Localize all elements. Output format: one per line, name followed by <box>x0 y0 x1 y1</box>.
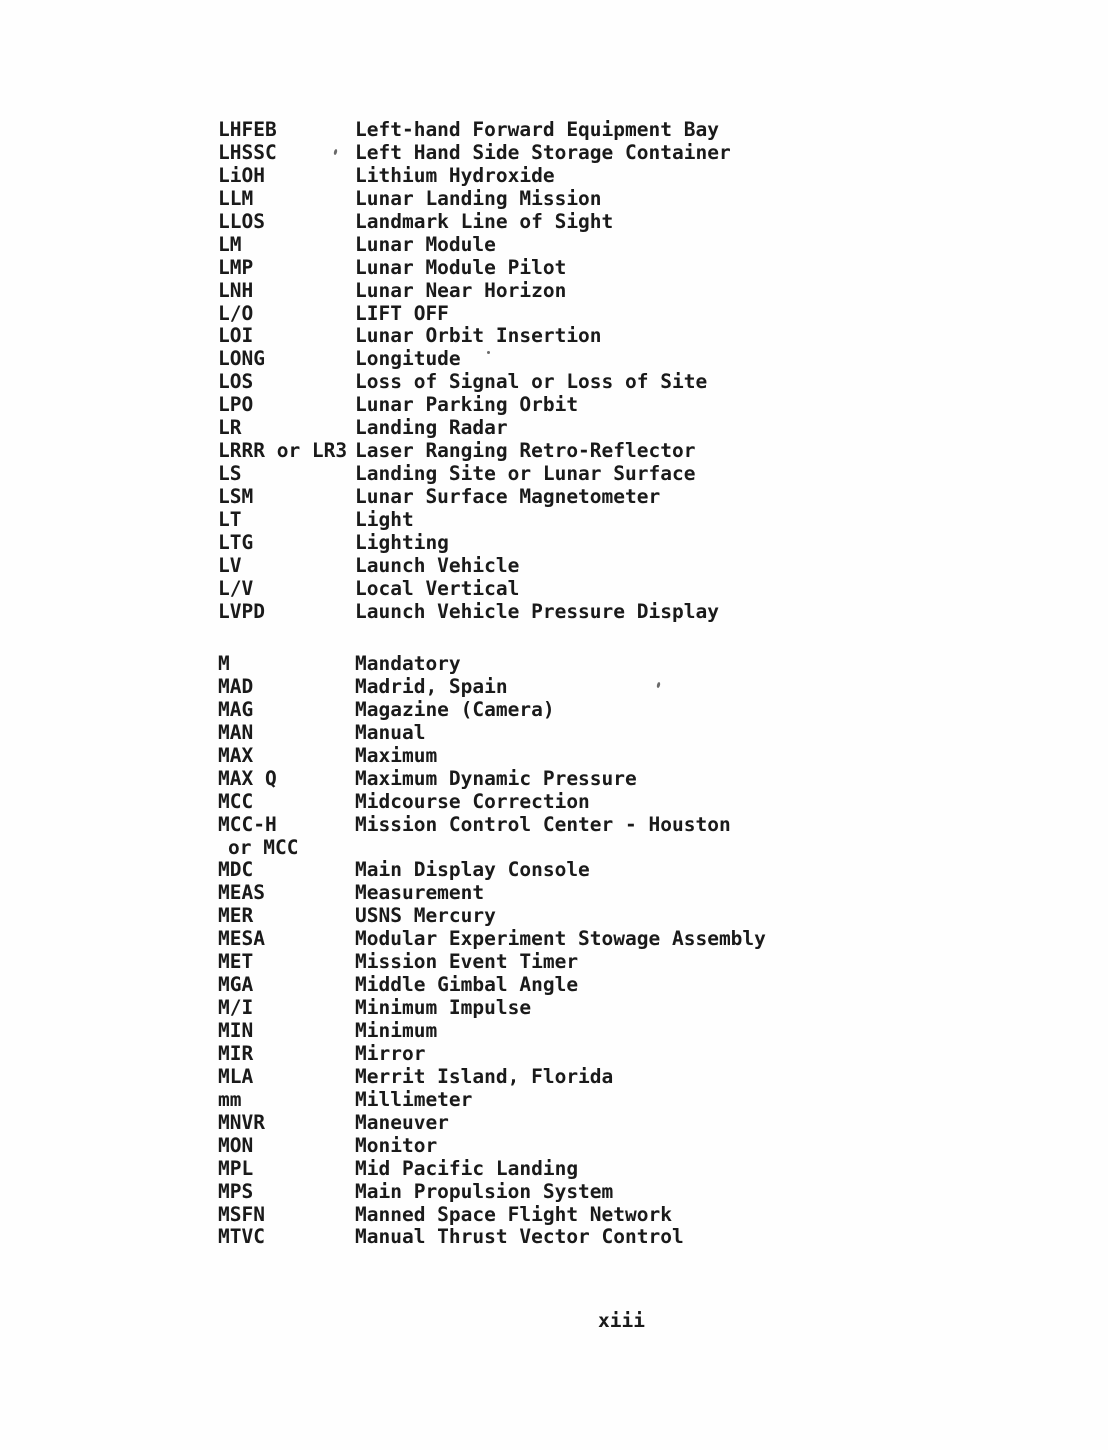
definition: Maximum <box>355 743 438 767</box>
glossary-row <box>218 417 731 440</box>
definition: Lunar Surface Magnetometer <box>355 485 661 508</box>
definition: Mirror <box>355 1041 426 1065</box>
glossary-row <box>218 348 731 371</box>
definition: Landmark Line of Sight <box>355 209 614 233</box>
definition: Madrid, Spain <box>355 674 508 698</box>
glossary-row <box>218 676 766 699</box>
definition: Modular Experiment Stowage Assembly <box>355 927 766 951</box>
glossary-row <box>218 532 731 555</box>
definition: Lunar Module <box>355 232 496 256</box>
glossary-row <box>218 1043 766 1066</box>
abbreviation: or MCC <box>228 835 299 859</box>
glossary-row <box>218 1020 766 1043</box>
definition: Middle Gimbal Angle <box>355 973 579 997</box>
glossary-row <box>218 509 731 532</box>
definition: Maximum Dynamic Pressure <box>355 766 637 790</box>
glossary-row <box>218 1181 766 1204</box>
definition: Loss of Signal or Loss of Site <box>355 370 708 394</box>
definition: Monitor <box>355 1133 438 1157</box>
glossary-row <box>218 1112 766 1135</box>
definition: Mandatory <box>355 652 461 675</box>
definition: Mission Control Center - Houston <box>355 812 731 836</box>
abbreviation: MGA <box>218 973 254 997</box>
abbreviation: M <box>218 652 230 675</box>
abbreviation: MET <box>218 950 254 974</box>
definition: Lunar Near Horizon <box>355 278 567 302</box>
glossary-row <box>218 257 731 280</box>
glossary-row <box>218 119 731 142</box>
abbreviation: LS <box>218 462 242 486</box>
definition: Measurement <box>355 881 485 905</box>
glossary-row <box>218 1135 766 1158</box>
abbreviation: MTVC <box>218 1225 265 1249</box>
abbreviation: MAD <box>218 674 254 698</box>
abbreviation: MAG <box>218 697 254 721</box>
glossary-row <box>218 653 766 676</box>
glossary-row <box>218 997 766 1020</box>
glossary-row <box>218 882 766 905</box>
glossary-row <box>218 791 766 814</box>
abbreviation: LiOH <box>218 163 265 187</box>
abbreviation: LV <box>218 553 242 577</box>
glossary-row <box>218 371 731 394</box>
definition: Lunar Module Pilot <box>355 255 567 279</box>
definition: Landing Radar <box>355 416 508 440</box>
definition: Minimum Impulse <box>355 996 532 1020</box>
glossary-row <box>218 1089 766 1112</box>
definition: Manual Thrust Vector Control <box>355 1225 684 1249</box>
glossary-row <box>218 234 731 257</box>
glossary-row <box>218 165 731 188</box>
definition: Lighting <box>355 530 449 554</box>
abbreviation: MNVR <box>218 1110 265 1134</box>
abbreviation: MPL <box>218 1156 254 1180</box>
definition: USNS Mercury <box>355 904 496 928</box>
abbreviation: MIN <box>218 1019 254 1042</box>
abbreviation: MPS <box>218 1179 254 1203</box>
abbreviation: LVPD <box>218 599 265 623</box>
definition: Local Vertical <box>355 576 520 600</box>
abbreviation: L/V <box>218 576 254 600</box>
abbreviation: LTG <box>218 530 254 554</box>
glossary-row <box>218 601 731 624</box>
definition: LIFT OFF <box>355 301 449 325</box>
glossary-row <box>218 394 731 417</box>
abbreviation: LOS <box>218 370 254 394</box>
glossary-row <box>218 1066 766 1089</box>
definition: Maneuver <box>355 1110 449 1134</box>
glossary-row <box>218 142 731 165</box>
page-number: xiii <box>598 1309 645 1332</box>
abbreviation: LOI <box>218 324 254 348</box>
glossary-row <box>218 1158 766 1181</box>
glossary-section-l <box>218 119 731 624</box>
glossary-row <box>218 440 731 463</box>
abbreviation: MDC <box>218 858 254 882</box>
abbreviation: LPO <box>218 393 254 417</box>
abbreviation: LLOS <box>218 209 265 233</box>
glossary-row <box>218 325 731 348</box>
abbreviation: LHFEB <box>218 118 277 141</box>
definition: Merrit Island, Florida <box>355 1064 614 1088</box>
definition: Lunar Orbit Insertion <box>355 324 602 348</box>
glossary-row <box>218 211 731 234</box>
glossary-section-m <box>218 653 766 1249</box>
glossary-row <box>218 555 731 578</box>
abbreviation: LR <box>218 416 242 440</box>
abbreviation: L/O <box>218 301 254 325</box>
definition: Left-hand Forward Equipment Bay <box>355 118 719 141</box>
glossary-row <box>218 928 766 951</box>
abbreviation: MCC <box>218 789 254 813</box>
glossary-row <box>218 486 731 509</box>
glossary-row <box>218 859 766 882</box>
definition: Longitude <box>355 347 461 371</box>
abbreviation: LSM <box>218 485 254 508</box>
abbreviation: MON <box>218 1133 254 1157</box>
definition: Mid Pacific Landing <box>355 1156 579 1180</box>
glossary-row <box>218 463 731 486</box>
glossary-row <box>218 280 731 303</box>
glossary-row <box>218 951 766 974</box>
definition: Manual <box>355 720 426 744</box>
definition: Magazine (Camera) <box>355 697 555 721</box>
abbreviation: LRRR or LR3 <box>218 439 348 463</box>
glossary-row <box>218 814 766 837</box>
abbreviation: MESA <box>218 927 265 951</box>
abbreviation: MCC-H <box>218 812 277 836</box>
definition: Landing Site or Lunar Surface <box>355 462 696 486</box>
abbreviation: MSFN <box>218 1202 265 1226</box>
definition: Manned Space Flight Network <box>355 1202 672 1226</box>
glossary-row <box>218 905 766 928</box>
definition: Lunar Landing Mission <box>355 186 602 210</box>
abbreviation: M/I <box>218 996 254 1020</box>
glossary-row <box>218 578 731 601</box>
definition: Mission Event Timer <box>355 950 579 974</box>
glossary-row <box>218 768 766 791</box>
definition: Lithium Hydroxide <box>355 163 555 187</box>
abbreviation: LT <box>218 507 242 531</box>
abbreviation: LMP <box>218 255 254 279</box>
definition: Launch Vehicle <box>355 553 520 577</box>
abbreviation: LHSSC <box>218 140 277 164</box>
definition: Left Hand Side Storage Container <box>355 140 731 164</box>
abbreviation: MAX Q <box>218 766 277 790</box>
abbreviation: MAX <box>218 743 254 767</box>
definition: Lunar Parking Orbit <box>355 393 579 417</box>
glossary-row <box>218 303 731 326</box>
definition: Light <box>355 507 414 531</box>
abbreviation: LONG <box>218 347 265 371</box>
glossary-row <box>218 1226 766 1249</box>
glossary-row <box>218 1204 766 1227</box>
definition: Midcourse Correction <box>355 789 590 813</box>
definition: Main Propulsion System <box>355 1179 614 1203</box>
abbreviation: LM <box>218 232 242 256</box>
abbreviation: MLA <box>218 1064 254 1088</box>
glossary-row <box>218 745 766 768</box>
abbreviation: LLM <box>218 186 254 210</box>
definition: Laser Ranging Retro-Reflector <box>355 439 696 463</box>
glossary-row <box>218 722 766 745</box>
abbreviation: mm <box>218 1087 242 1111</box>
abbreviation: MER <box>218 904 254 928</box>
abbreviation: MIR <box>218 1041 254 1065</box>
abbreviation: MEAS <box>218 881 265 905</box>
definition: Millimeter <box>355 1087 473 1111</box>
glossary-row <box>218 837 766 860</box>
glossary-row <box>218 974 766 997</box>
scan-speck <box>487 351 490 354</box>
definition: Launch Vehicle Pressure Display <box>355 599 719 623</box>
abbreviation: LNH <box>218 278 254 302</box>
definition: Main Display Console <box>355 858 590 882</box>
glossary-row <box>218 699 766 722</box>
definition: Minimum <box>355 1019 438 1042</box>
abbreviation: MAN <box>218 720 254 744</box>
glossary-row <box>218 188 731 211</box>
